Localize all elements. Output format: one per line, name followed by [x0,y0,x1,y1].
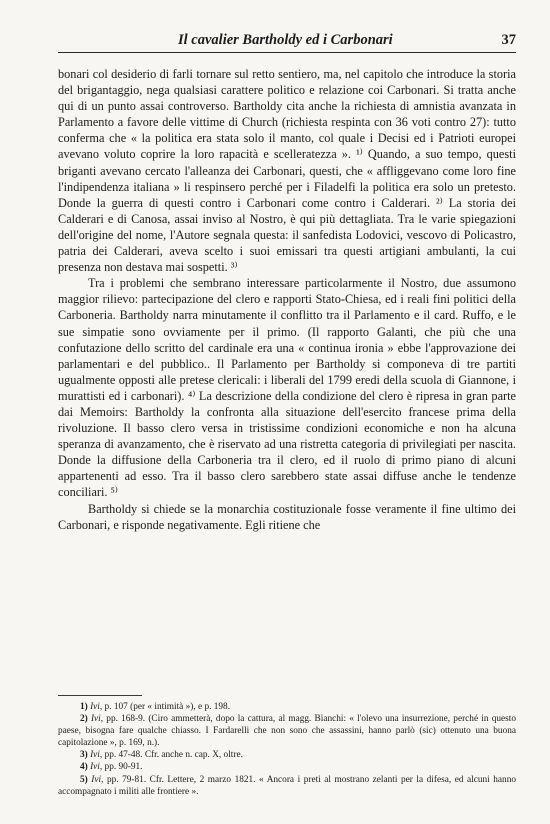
footnote-5 [58,774,516,798]
running-header [58,30,516,53]
paragraph-2: Tra i problemi che sembrano interessare particolarmente il Nostro, due assumono maggior rilievo: partecipazione del clero e rapporti Stato-Chiesa, ed i reali fini politici della Carboneria. Bartholdy narra minutamente il conflitto tra il Parlamento e il card. Ruffo, e le sue simpatie sono ovviamente per il primo. (Il rapporto Galanti, che più che una confutazione dello scritto del cardinale era una « continua ironia » ebbe l'approvazione dei parlamentari e del pubblico.. Il Parlamento per Bartholdy si componeva di tre partiti ugualmente opposti alle pretese clericali: i liberali del 1799 eredi della scuola di Giannone, i murattisti ed i carbonari). ⁴⁾ La descrizione della condizione del clero è ripresa in gran parte dai Memoirs: Bartholdy la confronta alla situazione dell'esercito francese prima della rivoluzione. Il basso clero versa in tristissime condizioni economiche e non ha alcuna speranza di avanzamento, che è riservato ad una ristretta categoria di privilegiati per nascita. Donde la diffusione della Carboneria tra il clero, ed il ruolo di primo piano di alcuni appartenenti ad esso. Tra il basso clero sarebbero state assai diffuse anche le tendenze conciliari. ⁵⁾ [58,276,516,500]
footnotes [58,701,516,798]
footnote-number: 5) [80,774,88,785]
footnote-ref: Ivi [90,714,101,725]
footnote-number: 4) [80,762,88,773]
paragraph-3: Bartholdy si chiede se la monarchia costituzionale fosse veramente il fine ultimo dei Carbonari, e risponde negativamente. Egli ritiene che [58,501,516,532]
footnote-text: , pp. 79-81. Cfr. Lettere, 2 marzo 1821. « Ancora i preti al mostrano zelanti per la difesa, ed alcuni hanno accompagnato i militi alle frontiere ». [58,774,516,797]
body-text [58,66,516,533]
footnote-ref: Ivi [90,762,100,773]
footnote-number: 1) [80,702,88,712]
footnote-number: 3) [80,750,88,761]
footnote-4 [58,761,516,773]
footnote-text: , pp. 47-48. Cfr. anche n. cap. X, oltre. [99,750,243,761]
footnote-text: , pp. 168-9. (Ciro ammetterà, dopo la cattura, al magg. Bianchi: « l'olevo una insurrezione, perché in questo paese, bisogna fare qualche chiasso. I Fardarelli che non sono che assassini, hanno parlò (sic) ottenuto una buona capitolazione », p. 169, n.). [58,714,516,749]
footnote-2 [58,713,516,749]
footnote-ref: Ivi [91,774,102,785]
footnote-number: 2) [80,714,88,725]
footnote-1 [58,701,516,713]
footnote-divider [58,695,142,696]
footnote-text: , p. 107 (per « intimità »), e p. 198. [99,702,231,712]
footnote-ref: Ivi [90,750,100,761]
paragraph-1: bonari col desiderio di farli tornare sul retto sentiero, ma, nel capitolo che introduce la storia del brigantaggio, nega qualsiasi carattere politico e relazione coi Carbonari. Si tratta anche qui di un punto assai controverso. Bartholdy cita anche la richiesta di amnistia avanzata in Parlamento a favore delle vittime di Church (richiesta respinta con 36 voti contro 27): tutto conferma che « la politica era stata solo il manto, col quale i Decisi ed i Patrioti europei avevano voluto coprire la loro rapacità e scelleratezza ». ¹⁾ Quando, a suo tempo, questi briganti avevano cercato l'alleanza dei Carbonari, questi, che « affliggevano come loro fine l'indipendenza italiana » li respinsero perché per i Filadelfi la politica era solo un pretesto. Donde la guerra di questi contro i Carbonari come contro i Calderari. ²⁾ La storia dei Calderari e di Canosa, assai inviso al Nostro, è qui più dettagliata. Tra le varie spiegazioni dell'origine del nome, l'Autore segnala questa: il sanfedista Lodovici, vescovo di Policastro, patria dei Calderari, aveva scelto i suoi emissari tra questi artigiani ambulanti, la cui presenza non destava mai sospetti. ³⁾ [58,67,516,275]
footnote-text: , pp. 90-91. [99,762,143,773]
running-title: Il cavalier Bartholdy ed i Carbonari [178,32,393,48]
footnote-ref: Ivi [90,702,100,712]
footnote-3 [58,749,516,761]
page-number: 37 [501,32,516,48]
